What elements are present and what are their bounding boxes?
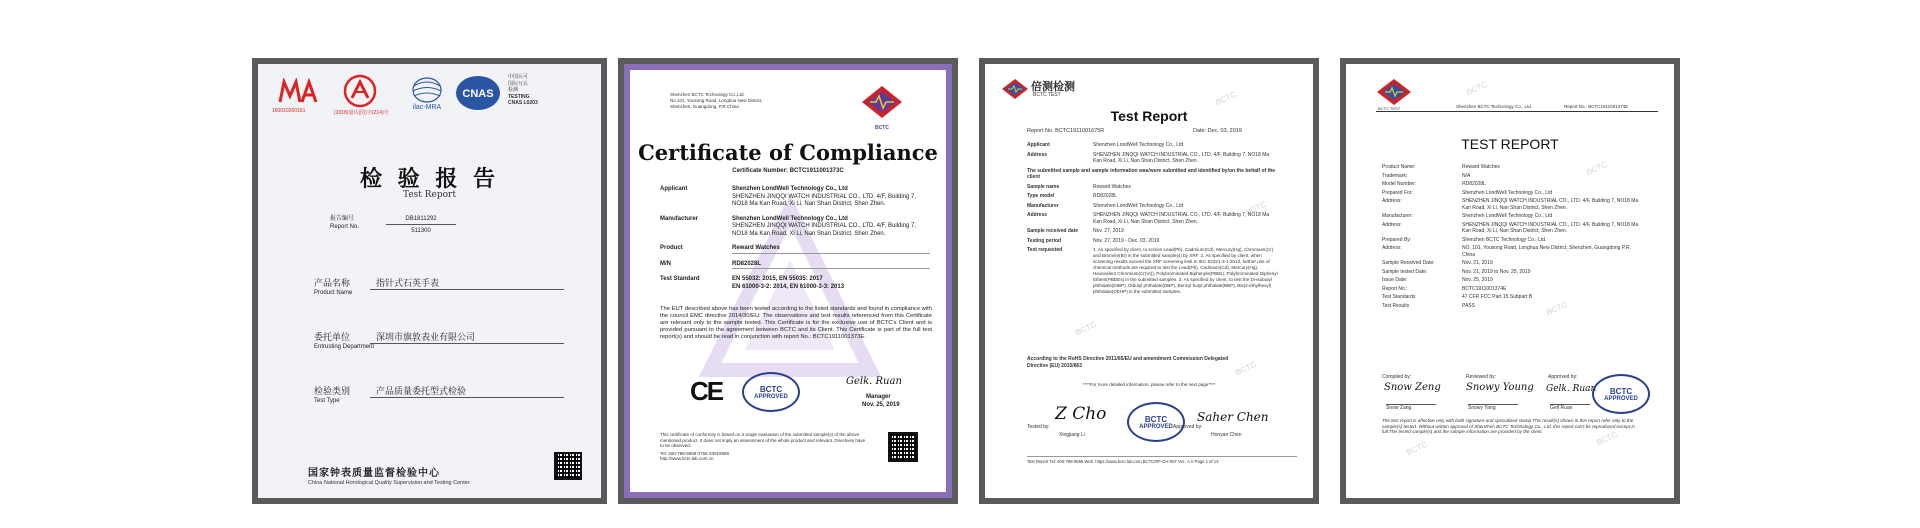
page-subtitle: Test Report	[403, 190, 456, 200]
approved-by-label: Approved by:	[1548, 374, 1578, 380]
table-row: Manufacturer Shenzhen LondWell Technology Co., Ltd	[1027, 202, 1184, 209]
field-test-standard: Test Standard EN 55032: 2015, EN 55035: 2017 EN 61000-3-2: 2014, EN 61000-3-3: 2013	[660, 276, 845, 290]
conclusion: According to the RoHS Directive 2011/65/EU and amendment Commission Delegated Directive (EU) 2015/863	[1027, 356, 1229, 369]
reviewed-by-label: Reviewed by:	[1466, 374, 1497, 380]
bctc-approved-seal: BCTC APPROVED	[1127, 402, 1185, 442]
table-row: Sample tested Date: Nov. 21, 2019 to Nov. 25, 2019	[1382, 268, 1531, 275]
table-row: Test Standards 47 CFR FCC Part 15 Subpart B	[1382, 294, 1533, 300]
report-date: Date: Dec. 03, 2019	[1193, 128, 1242, 134]
document-frame-4	[1340, 58, 1680, 504]
document-frame-2	[618, 58, 958, 504]
cal-code: (2018)量认(国)字(Z14)号	[334, 110, 389, 116]
compiled-name: Snow Zang	[1386, 404, 1436, 412]
cma-logo	[276, 78, 320, 106]
watermark: BCTC	[1074, 319, 1098, 338]
table-row: Sample Received Date: Nov. 21, 2019	[1382, 260, 1493, 266]
table-row: Applicant Shenzhen LondWell Technology Co., Ltd	[1027, 142, 1184, 148]
entrust-field: 委托单位 深圳市旗敦表业有限公司 Entrusting Department	[314, 330, 564, 352]
report-no: Report No. BCTC1911001675R	[1027, 128, 1105, 134]
ce-mark-icon: CE	[690, 376, 723, 406]
bctc-approved-seal: BCTC APPROVED	[1592, 374, 1650, 414]
field-manufacturer: Manufacturer Shenzhen LondWell Technology Co., Ltd SHENZHEN JINQQI WATCH INDUSTRIAL CO., LTD. 4/F, Building 7, NO18 Ma Kan Road, Xi Li, Nan Shan District, Shen Zhen.	[660, 215, 917, 237]
report-rows	[1382, 164, 1642, 311]
brand-en: BCTC TEST	[1033, 92, 1061, 98]
approver-signature: Saher Chen	[1197, 410, 1269, 424]
cnas-logo	[454, 74, 502, 112]
ilac-mra-logo	[408, 76, 446, 112]
manager-label: Manager	[866, 394, 891, 400]
field-product: Product Reward Watches	[660, 245, 930, 254]
table-row: Report No.: BCTC1911001374E	[1382, 285, 1507, 292]
approved-name: Gelf Ruan	[1550, 404, 1590, 412]
tested-by-label: Tested by:	[1027, 424, 1050, 430]
cnas-text: 中国认可 国际互认 检测 TESTING CNAS L0203	[508, 74, 538, 106]
table-row: Type model RD82028L	[1027, 193, 1117, 199]
table-row: Address SHENZHEN JINQQI WATCH INDUSTRIAL CO., LTD. 4/F, Building 7, NO18 Ma Kan Road, Xi Li, Nan Shan District, Shen Zhen.	[1027, 212, 1270, 225]
svg-text:CNAS: CNAS	[462, 88, 494, 100]
bctc-approved-seal: BCTC APPROVED	[742, 372, 800, 412]
report-title: TEST REPORT	[1461, 136, 1559, 152]
table-row: Address: NO. 101, Yousong Road, Longhua New District, Shenzhen, Guangdong P.R. China	[1382, 245, 1631, 258]
table-row: Manufacturer: Shenzhen LondWell Technology Co., Ltd	[1382, 213, 1553, 219]
watermark: BCTC	[1234, 359, 1258, 378]
brand-en: BCTC TEST	[1378, 106, 1401, 111]
report-no-label: 报告编号 Report No.	[330, 216, 360, 230]
product-name-field: 产品名称 指针式石英手表 Product Name	[314, 276, 564, 298]
field-applicant: Applicant Shenzhen LondWell Technology Co., Ltd SHENZHEN JINQQI WATCH INDUSTRIAL CO., LTD. 4/F, Building 7, NO18 Ma Kan Road, Xi Li, Nan Shan District, Shen Zhen.	[660, 186, 917, 207]
bctc-logo: BCTC	[860, 84, 904, 120]
table-row: The submitted sample and sample information was/were submitted and identified by/on the behalf of the client	[1027, 167, 1276, 180]
report-footer: Test Report Tel: 400-788-9558 Web: https://www.bctc-lab.com BCTC/RF-CH-007 Ver.: A.0 Page 1 of 13	[1027, 456, 1297, 466]
table-row: Issue Date: Nov. 25, 2019	[1382, 277, 1493, 283]
report-title: Test Report	[1110, 108, 1188, 124]
watermark: BCTC	[1465, 79, 1489, 98]
table-row: Sample name Reward Watches	[1027, 183, 1131, 190]
tester-name: Xingjiang Li	[1059, 432, 1085, 438]
table-row: Test requested 1. As specified by client, to screen Lead(Pb), Cadmium(Cd), Mercury(Hg), Chromium(Cr) and Bromine(Br) in the submitted sample(s) by XRF. 2. As specified by client, when screening results exceed the XRF screening limit in IEC 62321-3-1:2013, further use of chemical methods are required to test the Lead(Pb), Cadmium(Cd), Mercury(Hg), Hexavalent Chromium(Cr(VI)), Polybrominated Biphenyls(PBBs), Polybrominated Diphenyl Ethers(PBDEs) in the submitted samples. 3. As specified by client, to test the Di-isobutyl phthalate(DIBP), Dibutyl phthalate(DBP), Benzyl butyl phthalate(BBP), Bis(2-ethylhexyl) phthalate(DEHP) in the submitted samples.	[1027, 247, 1278, 294]
more-info: ****For more detailed information, please refer to the next page****	[1082, 382, 1216, 387]
certificate-body-text: The EUT described above has been tested according to the listed standards and found in compliance with the council EMC directive 2014/30/EU. The observations and test results referenced from this Certificate are relevant only to the sample tested. This Certificate is for the exclusive use of BCTC's Client and is provided pursuant to the agreement between BCTC and its Client. This Certificate is part of the full test report(s) and should be read in conjunction with report No.: BCTC1911001373E.	[660, 306, 932, 340]
table-row: Address SHENZHEN JINQQI WATCH INDUSTRIAL CO., LTD. 4/F, Building 7, NO18 Ma Kan Road, Xi Li, Nan Shan District, Shen Zhen.	[1027, 151, 1270, 164]
table-row: Trademark: N/A	[1382, 172, 1471, 179]
certificate-of-compliance	[624, 64, 952, 498]
manager-signature: Gelk. Ruan	[846, 376, 902, 387]
brand-cn: 倍测检测	[1031, 81, 1075, 93]
table-row: Test Results PASS	[1382, 302, 1475, 309]
watermark: BCTC	[1595, 429, 1619, 448]
approved-signature: Gelk. Ruan	[1546, 384, 1597, 394]
table-row: Address: SHENZHEN JINQQI WATCH INDUSTRIAL CO., LTD. 4/F, Building 7, NO18 Ma Kan Road, Xi Li, Nan Shan District, Shen Zhen.	[1382, 198, 1639, 211]
cma-code: 160010260151	[272, 108, 306, 114]
field-model: M/N RD82028L	[660, 261, 930, 270]
tester-signature: Z Cho	[1055, 404, 1107, 424]
certificate-title: Certificate of Compliance	[638, 140, 938, 165]
header-right: Report No.: BCTC1911001374E	[1564, 104, 1629, 109]
test-type-field: 检验类别 产品质量委托型式检验 Test Type	[314, 384, 564, 406]
cal-logo	[342, 74, 378, 108]
svg-text:ilac-MRA: ilac-MRA	[412, 104, 442, 111]
table-row: Product Name: Reward Watches	[1382, 164, 1500, 170]
footer-cn: 国家钟表质量监督检验中心	[308, 468, 440, 479]
report-rows	[1027, 142, 1279, 298]
watermark: BCTC	[1405, 439, 1429, 458]
qr-code-icon	[888, 432, 918, 462]
document-frame-3	[979, 58, 1319, 504]
bctc-logo	[1376, 78, 1412, 106]
reviewed-signature: Snowy Young	[1466, 382, 1534, 393]
compiled-by-label: Compiled by:	[1382, 374, 1412, 380]
certificate-fields	[660, 186, 930, 298]
header-rule	[1376, 111, 1658, 112]
table-row: Testing period Nov. 27, 2019 - Dec. 03, 2019	[1027, 237, 1160, 244]
test-report-cn	[258, 64, 601, 498]
footer-en: China National Horological Quality Supervision and Testing Center	[308, 480, 470, 486]
watermark: BCTC	[1585, 159, 1609, 178]
bctc-logo	[1001, 78, 1029, 100]
report-no-value: DB1811292 511300	[386, 216, 456, 235]
document-frame-1	[252, 58, 607, 504]
disclaimer: The test report is effective only with both signature and specialized stamp This result(s) shown in this report refer only to the sample(s) tested. Without written approval of Shenzhen BCTC Technology Co., Ltd, this report can't be reproduced except in full.The tested sample(s) and the sample information are provided by the client.	[1382, 418, 1635, 435]
watermark: BCTC	[1244, 199, 1268, 218]
certificate-date: Nov. 25, 2019	[862, 402, 900, 408]
qr-code-icon	[554, 452, 582, 480]
reviewed-name: Snowy Yang	[1468, 404, 1518, 412]
issuer-header: Shenzhen BCTC Technology Co.,Ltd. No.101, Yousong Road, Longhua New District, Shenzhen, Guangdong, P.R.China	[670, 92, 763, 109]
fcc-test-report	[1346, 64, 1674, 498]
table-row: Prepared By: Shenzhen BCTC Technology Co., Ltd.	[1382, 236, 1547, 243]
page-title: 检 验 报 告	[360, 166, 499, 192]
table-row: Sample received date Nov. 27, 2019	[1027, 228, 1124, 234]
table-row: Prepared For: Shenzhen LondWell Technology Co., Ltd	[1382, 189, 1553, 196]
table-row: Model Number: RD82028L	[1382, 181, 1486, 187]
table-row: Address: SHENZHEN JINQQI WATCH INDUSTRIAL CO., LTD. 4/F, Building 7, NO18 Ma Kan Road, Xi Li, Nan Shan District, Shen Zhen.	[1382, 221, 1639, 234]
approver-name: Honyan Chen	[1211, 432, 1242, 438]
approved-by-label: Approved by:	[1173, 424, 1203, 430]
compiled-signature: Snow Zeng	[1384, 382, 1441, 393]
watermark: BCTC	[1545, 299, 1569, 318]
certificate-number: Certificate Number: BCTC1911001373C	[732, 168, 844, 174]
header-left: Shenzhen BCTC Technology Co., Ltd.	[1456, 104, 1532, 109]
rohs-test-report	[985, 64, 1313, 498]
watermark: BCTC	[1214, 89, 1238, 108]
certificate-footer: This certificate of conformity is based on a single evaluation of the submitted sample(s) of the above mentioned product. It does not imply an assessment of the whole product and relevant. Directives have to be observed. Tel: 400-788-9558 0755-33019988 http://www.bctc-lab.com.cn	[660, 432, 866, 461]
